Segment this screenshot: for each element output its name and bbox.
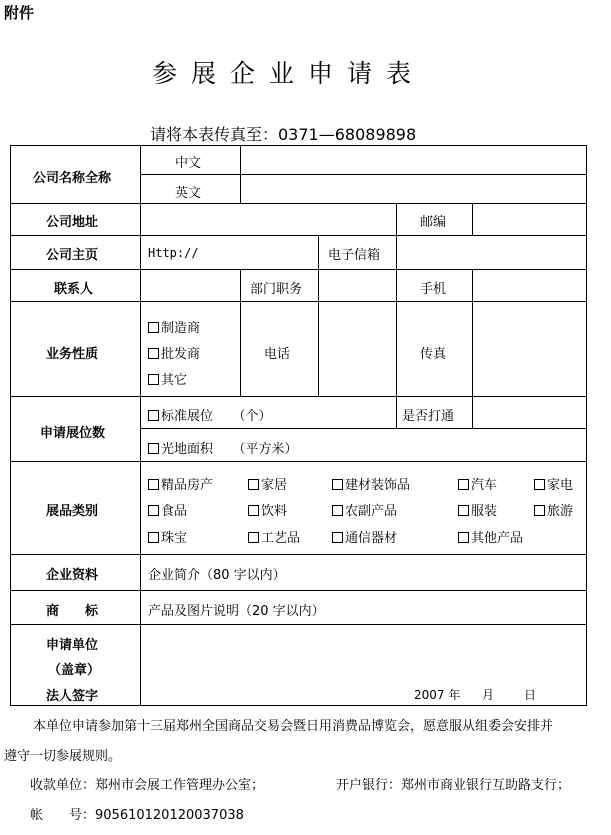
date-year: 2007 年 [414,688,461,702]
standard-booth-option[interactable]: 标准展位 （个） [148,405,272,424]
checkbox-icon [148,322,159,333]
statement-line-1: 本单位申请参加第十三届郑州全国商品交易会暨日用消费品博览会，愿意服从组委会安排并 [33,719,554,734]
business-option-wholesaler[interactable]: 批发商 [148,343,200,362]
postcode-label: 邮编 [420,215,447,230]
checkbox-icon [148,348,159,359]
fax-label: 传真 [420,347,447,362]
checkbox-icon [332,479,343,490]
address-label: 公司地址 [46,215,99,230]
contact-label: 联系人 [54,282,94,297]
category-telecom[interactable]: 通信器材 [332,527,397,546]
department-label: 部门职务 [250,282,303,297]
email-field[interactable] [398,237,584,267]
statement-line-2: 遵守一切参展规则。 [4,749,122,764]
department-field[interactable] [320,271,394,299]
category-appliances[interactable]: 家电 [534,474,573,493]
company-name-english-field[interactable] [242,176,584,202]
applicant-signature-area[interactable] [142,626,584,678]
checkbox-icon [148,479,159,490]
company-info-label: 企业资料 [46,568,99,583]
open-corner-label: 是否打通 [402,409,455,424]
checkbox-icon [248,479,259,490]
attachment-label: 附件 [4,4,35,22]
contact-field[interactable] [142,271,238,299]
company-intro-field[interactable]: 企业简介（80 字以内） [148,568,286,583]
company-name-chinese-field[interactable] [242,147,584,173]
company-name-label: 公司名称全称 [33,171,112,186]
checkbox-icon [148,532,159,543]
checkbox-icon [148,374,159,385]
booths-label: 申请展位数 [40,426,106,441]
product-category-label: 展品类别 [46,504,99,519]
checkbox-icon [248,532,259,543]
business-option-manufacturer[interactable]: 制造商 [148,317,200,336]
checkbox-icon [534,479,545,490]
homepage-label: 公司主页 [46,248,99,263]
category-crafts[interactable]: 工艺品 [248,527,300,546]
chinese-label: 中文 [175,156,202,171]
business-type-label: 业务性质 [46,347,99,362]
seal-label: （盖章） [48,663,101,678]
mobile-label: 手机 [420,282,447,297]
phone-field[interactable] [320,303,394,394]
category-other[interactable]: 其他产品 [458,527,523,546]
category-food[interactable]: 食品 [148,500,187,519]
checkbox-icon [332,532,343,543]
category-tourism[interactable]: 旅游 [534,500,573,519]
category-building-materials[interactable]: 建材装饰品 [332,474,410,493]
business-option-other[interactable]: 其它 [148,369,187,388]
category-automobile[interactable]: 汽车 [458,474,497,493]
checkbox-icon [458,479,469,490]
mobile-field[interactable] [474,271,584,299]
ground-area-option[interactable]: 光地面积 （平方米） [148,438,298,457]
phone-label: 电话 [264,347,291,362]
category-clothing[interactable]: 服装 [458,500,497,519]
account-info: 帐 号：905610120120037038 [30,808,244,823]
category-agricultural[interactable]: 农副产品 [332,500,397,519]
date-day: 日 [524,688,537,702]
trademark-label: 商 标 [46,604,99,619]
legal-sign-label: 法人签字 [46,689,99,704]
open-corner-field[interactable] [474,398,584,426]
applicant-label: 申请单位 [46,638,99,653]
product-description-field[interactable]: 产品及图片说明（20 字以内） [148,604,325,619]
fax-field[interactable] [474,303,584,394]
checkbox-icon [458,532,469,543]
payee-info: 收款单位：郑州市会展工作管理办公室； [30,778,265,793]
checkbox-icon [148,505,159,516]
page-title: 参展企业申请表 [152,59,426,88]
checkbox-icon [148,443,159,454]
postcode-field[interactable] [474,205,584,233]
category-home[interactable]: 家居 [248,474,287,493]
address-field[interactable] [142,205,394,233]
checkbox-icon [248,505,259,516]
category-real-estate[interactable]: 精品房产 [148,474,213,493]
checkbox-icon [534,505,545,516]
checkbox-icon [332,505,343,516]
category-beverage[interactable]: 饮料 [248,500,287,519]
fax-instruction: 请将本表传真至：0371—68089898 [150,125,417,144]
email-label: 电子信箱 [328,248,381,263]
checkbox-icon [148,410,159,421]
category-jewelry[interactable]: 珠宝 [148,527,187,546]
date-month: 月 [482,688,495,702]
checkbox-icon [458,505,469,516]
homepage-field[interactable]: Http:// [148,246,199,260]
bank-info: 开户银行：郑州市商业银行互助路支行； [336,778,571,793]
english-label: 英文 [175,186,202,201]
